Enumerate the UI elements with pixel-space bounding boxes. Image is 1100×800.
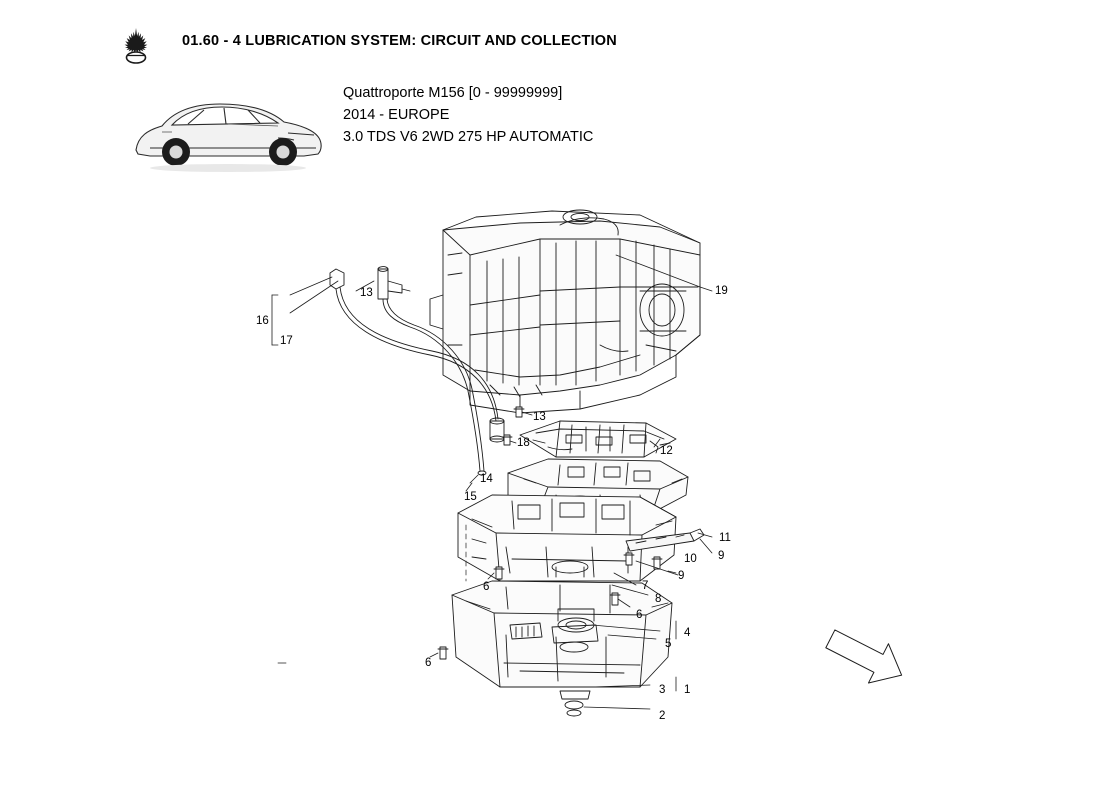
callout-6-c: 6 <box>425 657 432 669</box>
direction-arrow-shape <box>820 619 911 695</box>
vehicle-engine: 3.0 TDS V6 2WD 275 HP AUTOMATIC <box>343 129 594 145</box>
callout-15: 15 <box>464 491 477 503</box>
exploded-parts-diagram <box>0 195 1100 755</box>
page-title <box>182 33 617 49</box>
callout-17: 17 <box>280 335 293 347</box>
callout-11: 11 <box>719 532 731 544</box>
page-title-text: 01.60 - 4 LUBRICATION SYSTEM: CIRCUIT AND COLLECTION <box>182 33 617 49</box>
callout-6-a: 6 <box>483 581 490 593</box>
callout-9-a: 9 <box>718 550 725 562</box>
maserati-trident-logo <box>118 26 154 66</box>
callout-18: 18 <box>517 437 530 449</box>
callout-1: 1 <box>684 684 691 696</box>
quattroporte-side-view-image <box>128 78 328 178</box>
vehicle-meta <box>343 82 593 148</box>
callout-3: 3 <box>659 684 666 696</box>
callout-10: 10 <box>684 553 697 565</box>
callout-14: 14 <box>480 473 493 485</box>
callout-6-b: 6 <box>636 609 643 621</box>
ladder-frame-group <box>520 421 676 457</box>
oil-sump-group <box>452 581 672 716</box>
vehicle-model: Quattroporte M156 [0 - 99999999] <box>343 85 563 101</box>
oil-pan-upper-group <box>458 495 676 581</box>
callout-16: 16 <box>256 315 269 327</box>
callout-13-a: 13 <box>360 287 373 299</box>
callout-9-b: 9 <box>678 570 685 582</box>
callout-2: 2 <box>659 710 666 722</box>
callout-12: 12 <box>660 445 673 457</box>
vehicle-year-market: 2014 - EUROPE <box>343 107 450 123</box>
diagram-linework <box>0 195 1100 755</box>
callout-7: 7 <box>642 580 649 592</box>
callout-8: 8 <box>655 593 662 605</box>
callout-19: 19 <box>715 285 728 297</box>
callout-13-b: 13 <box>533 411 546 423</box>
callout-4: 4 <box>684 627 691 639</box>
callout-5: 5 <box>665 638 672 650</box>
